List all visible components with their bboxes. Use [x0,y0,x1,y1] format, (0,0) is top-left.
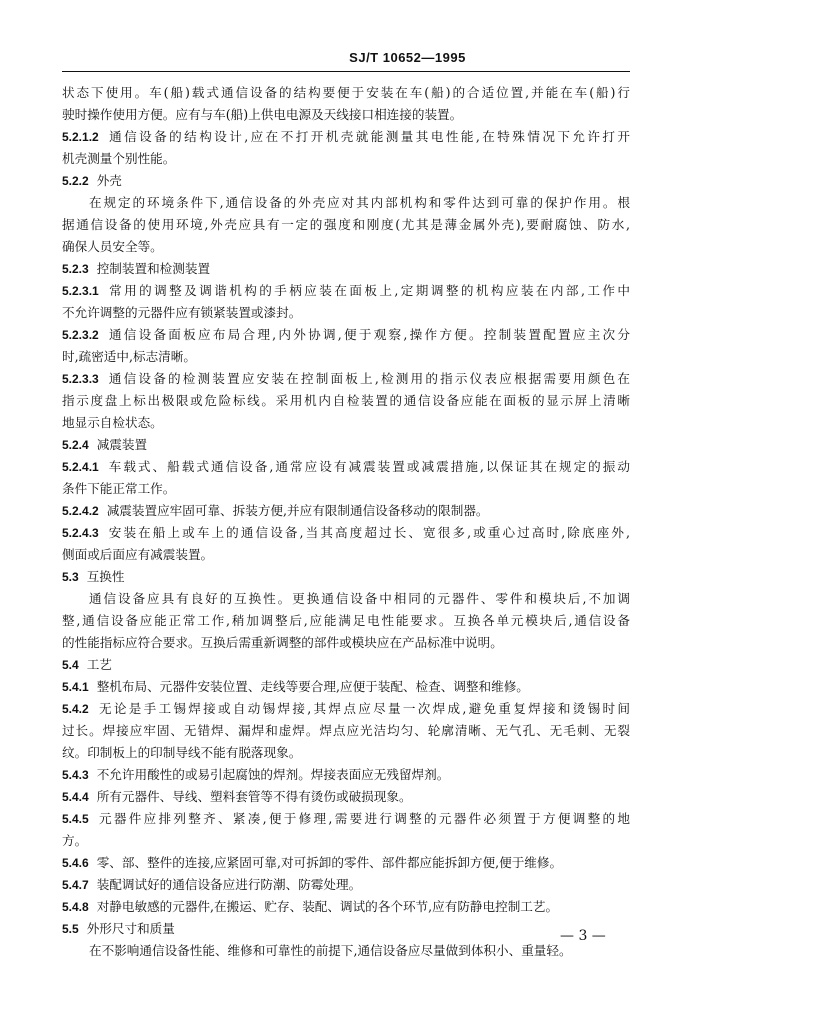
line-text: 整机布局、元器件安装位置、走线等要合理,应便于装配、检查、调整和维修。 [96,679,529,694]
line-text: 状态下使用。车(船)载式通信设备的结构要便于安装在车(船)的合适位置,并能在车(船)行 [62,85,630,100]
clause-line [62,456,630,478]
clause-number: 5.2.2 [62,174,89,188]
clause-line [62,566,630,588]
clause-line [62,896,630,918]
clause-line [62,324,630,346]
page-number: — 3 — [560,928,606,944]
clause-number: 5.2.3.2 [62,328,99,342]
text-line [62,720,630,742]
line-text: 方。 [62,833,88,848]
clause-number: 5.2.4.3 [62,526,99,540]
line-text: 指示度盘上标出极限或危险标线。采用机内自检装置的通信设备应能在面板的显示屏上清晰 [62,393,630,408]
line-text: 装配调试好的通信设备应进行防潮、防霉处理。 [96,877,362,892]
text-line [62,610,630,632]
line-text: 所有元器件、导线、塑料套管等不得有烫伤或破损现象。 [96,789,412,804]
clause-number: 5.4.3 [62,768,89,782]
line-text: 元器件应排列整齐、紧凑,便于修理,需要进行调整的元器件必须置于方便调整的地 [96,811,630,826]
clause-line [62,126,630,148]
line-text: 减震装置 [96,437,148,452]
line-text: 无论是手工锡焊接或自动锡焊接,其焊点应尽量一次焊成,避免重复焊接和烫锡时间 [96,701,630,716]
line-text: 工艺 [86,657,112,672]
text-line [62,588,630,610]
line-text: 对静电敏感的元器件,在搬运、贮存、装配、调试的各个环节,应有防静电控制工艺。 [96,899,559,914]
line-text: 外形尺寸和质量 [86,921,175,936]
clause-number: 5.2.4 [62,438,89,452]
line-text: 条件下能正常工作。 [62,481,176,496]
line-text: 侧面或后面应有减震装置。 [62,547,214,562]
clause-number: 5.2.3.3 [62,372,99,386]
clause-line [62,874,630,896]
clause-number: 5.4.2 [62,702,89,716]
line-text: 整,通信设备应能正常工作,稍加调整后,应能满足电性能要求。互换各单元模块后,通信设备 [62,613,630,628]
text-line [62,302,630,324]
clause-line [62,918,630,940]
clause-number: 5.4.1 [62,680,89,694]
line-text: 过长。焊接应牢固、无错焊、漏焊和虚焊。焊点应光洁均匀、轮廓清晰、无气孔、无毛刺、无裂 [62,723,630,738]
line-text: 安装在船上或车上的通信设备,当其高度超过长、宽很多,或重心过高时,除底座外, [106,525,630,540]
clause-number: 5.4.4 [62,790,89,804]
text-line [62,742,630,764]
line-text: 时,疏密适中,标志清晰。 [62,349,196,364]
line-text: 互换性 [86,569,125,584]
clause-line [62,808,630,830]
text-line [62,544,630,566]
text-line [62,830,630,852]
clause-number: 5.2.3 [62,262,89,276]
clause-number: 5.2.4.2 [62,504,99,518]
clause-line [62,280,630,302]
clause-number: 5.4.8 [62,900,89,914]
line-text: 纹。印制板上的印制导线不能有脱落现象。 [62,745,302,760]
clause-line [62,654,630,676]
clause-line [62,522,630,544]
clause-line [62,786,630,808]
line-text: 确保人员安全等。 [62,239,163,254]
clause-line [62,764,630,786]
line-text: 不允许调整的元器件应有锁紧装置或漆封。 [62,305,302,320]
text-line [62,478,630,500]
clause-number: 5.2.1.2 [62,130,99,144]
line-text: 通信设备面板应布局合理,内外协调,便于观察,操作方便。控制装置配置应主次分 [106,327,630,342]
clause-number: 5.4.6 [62,856,89,870]
clause-line [62,676,630,698]
line-text: 不允许用酸性的或易引起腐蚀的焊剂。焊接表面应无残留焊剂。 [96,767,450,782]
text-line [62,214,630,236]
text-line [62,346,630,368]
line-text: 车载式、船载式通信设备,通常应设有减震装置或减震措施,以保证其在规定的振动 [106,459,630,474]
line-text: 通信设备应具有良好的互换性。更换通信设备中相同的元器件、零件和模块后,不加调 [89,591,630,606]
document-body [62,82,630,962]
line-text: 外壳 [96,173,122,188]
line-text: 减震装置应牢固可靠、拆装方便,并应有限制通信设备移动的限制器。 [106,503,489,518]
line-text: 常用的调整及调谐机构的手柄应装在面板上,定期调整的机构应装在内部,工作中 [106,283,630,298]
clause-line [62,698,630,720]
clause-number: 5.4 [62,658,79,672]
clause-line [62,434,630,456]
line-text: 通信设备的结构设计,应在不打开机壳就能测量其电性能,在特殊情况下允许打开 [106,129,630,144]
clause-line [62,852,630,874]
clause-number: 5.5 [62,922,79,936]
clause-number: 5.2.4.1 [62,460,99,474]
line-text: 机壳测量个别性能。 [62,151,176,166]
line-text: 的性能指标应符合要求。互换后需重新调整的部件或模块应在产品标准中说明。 [62,635,503,650]
line-text: 零、部、整件的连接,应紧固可靠,对可拆卸的零件、部件都应能拆卸方便,便于维修。 [96,855,563,870]
line-text: 控制装置和检测装置 [96,261,211,276]
text-line [62,632,630,654]
text-line [62,82,630,104]
clause-line [62,500,630,522]
line-text: 地显示自检状态。 [62,415,163,430]
line-text: 据通信设备的使用环境,外壳应具有一定的强度和刚度(尤其是薄金属外壳),要耐腐蚀、防水, [62,217,630,232]
clause-number: 5.4.5 [62,812,89,826]
document-code-header: SJ/T 10652—1995 [349,50,466,65]
line-text: 通信设备的检测装置应安装在控制面板上,检测用的指示仪表应根据需要用颜色在 [106,371,630,386]
clause-number: 5.3 [62,570,79,584]
clause-number: 5.2.3.1 [62,284,99,298]
text-line [62,390,630,412]
line-text: 在不影响通信设备性能、维修和可靠性的前提下,通信设备应尽量做到体积小、重量轻。 [89,943,572,958]
text-line [62,236,630,258]
text-line [62,192,630,214]
text-line [62,148,630,170]
clause-line [62,258,630,280]
text-line [62,104,630,126]
text-line [62,940,630,962]
line-text: 在规定的环境条件下,通信设备的外壳应对其内部机构和零件达到可靠的保护作用。根 [89,195,630,210]
header-divider [62,71,630,72]
text-line [62,412,630,434]
clause-number: 5.4.7 [62,878,89,892]
clause-line [62,368,630,390]
line-text: 驶时操作使用方便。应有与车(船)上供电电源及天线接口相连接的装置。 [62,107,463,122]
clause-line [62,170,630,192]
